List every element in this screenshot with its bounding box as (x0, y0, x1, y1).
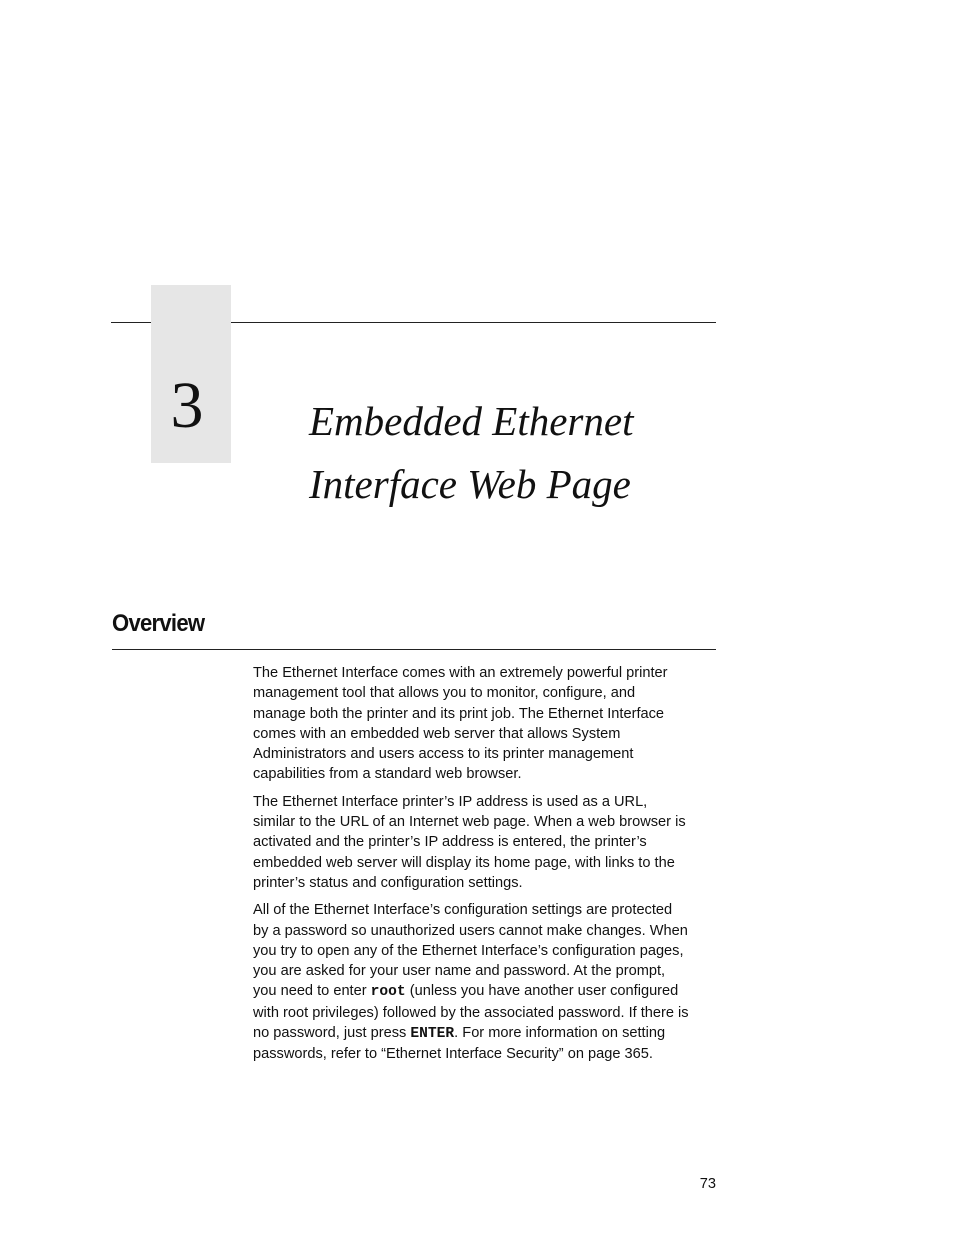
text-line: with root privileges) followed by the associated password. If there is (253, 1004, 689, 1021)
text-line-with-code (253, 1023, 723, 1044)
text-line: comes with an embedded web server that allows System (253, 725, 621, 742)
text-segment: you need to enter (253, 983, 371, 1000)
code-enter: ENTER (410, 1026, 455, 1043)
chapter-rule-right (231, 322, 716, 323)
text-line: manage both the printer and its print job. The Ethernet Interface (253, 705, 665, 722)
text-line: All of the Ethernet Interface’s configuration settings are protected (253, 902, 673, 919)
text-line: activated and the printer’s IP address is entered, the printer’s (253, 834, 647, 851)
text-line: capabilities from a standard web browser. (253, 766, 522, 783)
text-line: The Ethernet Interface printer’s IP address is used as a URL, (253, 793, 648, 810)
chapter-rule-left (111, 322, 151, 323)
text-line-with-code (253, 981, 723, 1002)
text-segment: no password, just press (253, 1025, 411, 1042)
text-line: similar to the URL of an Internet web page. When a web browser is (253, 814, 686, 831)
chapter-number: 3 (170, 369, 204, 442)
section-heading-overview: Overview (112, 610, 205, 637)
chapter-number-tab (151, 285, 231, 463)
chapter-title (309, 390, 729, 516)
chapter-title-line-2: Interface Web Page (309, 461, 631, 507)
text-line: by a password so unauthorized users cannot make changes. When (253, 922, 688, 939)
text-line: embedded web server will display its home page, with links to the (253, 854, 675, 871)
text-line: printer’s status and configuration settings. (253, 874, 523, 891)
body-text (253, 663, 723, 1072)
paragraph-1 (253, 663, 723, 785)
text-line: Administrators and users access to its printer management (253, 746, 634, 763)
text-line: passwords, refer to “Ethernet Interface Security” on page 365. (253, 1046, 653, 1063)
text-segment: (unless you have another user configured (405, 983, 679, 1000)
code-root: root (370, 984, 406, 1001)
text-line: management tool that allows you to monitor, configure, and (253, 685, 636, 702)
paragraph-2 (253, 792, 723, 893)
text-segment: . For more information on setting (454, 1025, 666, 1042)
text-line: you are asked for your user name and password. At the prompt, (253, 963, 666, 980)
chapter-title-line-1: Embedded Ethernet (309, 398, 634, 444)
page-number: 73 (699, 1176, 716, 1192)
section-rule (112, 649, 716, 650)
text-line: you try to open any of the Ethernet Interface’s configuration pages, (253, 942, 684, 959)
paragraph-3 (253, 900, 723, 1064)
text-line: The Ethernet Interface comes with an extremely powerful printer (253, 665, 668, 681)
